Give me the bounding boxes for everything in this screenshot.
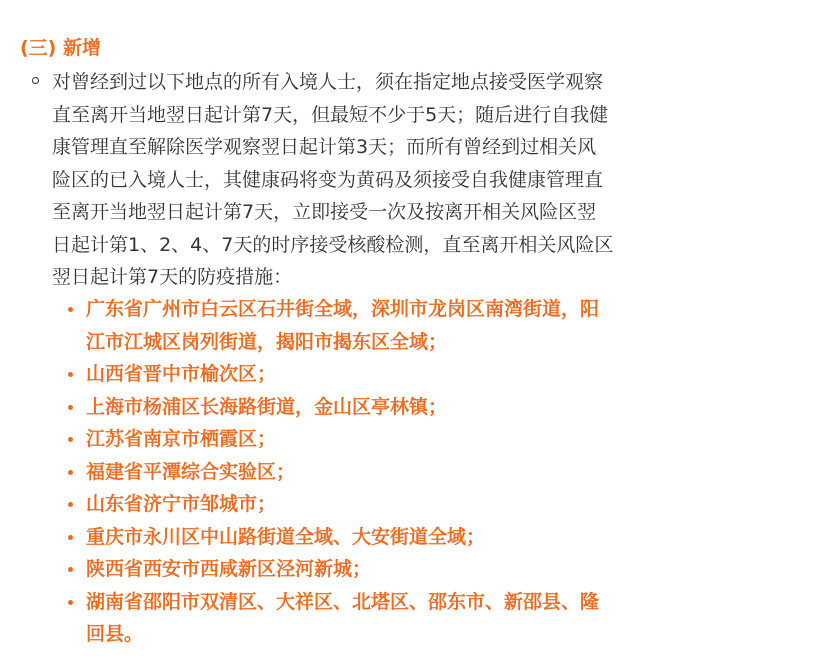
risk-area-item (86, 456, 706, 489)
risk-area-item (86, 358, 706, 391)
risk-area-item (86, 391, 706, 424)
risk-area-list (86, 293, 706, 651)
bullet-dot-icon (68, 437, 73, 442)
bullet-dot-icon (68, 535, 73, 540)
bullet-dot-icon (68, 502, 73, 507)
risk-area-text: 上海市杨浦区长海路街道，金山区亭林镇； (86, 395, 448, 418)
intro-paragraph: 对曾经到过以下地点的所有入境人士，须在指定地点接受医学观察 直至离开当地翌日起计第7天，但最短不少于5天；随后进行自我健 康管理直至解除医学观察翌日起计第3天；而所有曾经到过相关风 险区的已入境人士，其健康码将变为黄码及须接受自我健康管理直 至离开当地翌日起计第7天，立即接受一次及按离开相关风险区翌 日起计第1、2、4、7天的时序接受核酸检测，直至离开相关风险区 翌日起计第7天的防疫措施： (52, 71, 614, 288)
risk-area-text: 湖南省邵阳市双清区、大祥区、北塔区、邵东市、新邵县、隆 回县。 (86, 590, 600, 645)
intro-list-item (52, 66, 692, 294)
risk-area-item (86, 521, 706, 554)
risk-area-item (86, 553, 706, 586)
risk-area-text: 山东省济宁市邹城市； (86, 493, 277, 515)
risk-area-item (86, 488, 706, 521)
risk-area-text: 陕西省西安市西咸新区泾河新城； (86, 558, 372, 580)
section-heading: (三) 新增 (20, 37, 101, 59)
bullet-dot-icon (68, 470, 73, 475)
bullet-dot-icon (68, 307, 73, 312)
risk-area-text: 江苏省南京市栖霞区； (86, 428, 277, 450)
risk-area-text: 重庆市永川区中山路街道全域、大安街道全域； (86, 525, 486, 548)
circle-bullet-icon (32, 77, 39, 84)
bullet-dot-icon (68, 567, 73, 572)
risk-area-text: 福建省平潭综合实验区； (86, 460, 296, 483)
bullet-dot-icon (68, 600, 73, 605)
bullet-dot-icon (68, 405, 73, 410)
bullet-dot-icon (68, 372, 73, 377)
risk-area-text: 广东省广州市白云区石井街全域，深圳市龙岗区南湾街道，阳 江市江城区岗列街道，揭阳市揭东区全域； (86, 298, 600, 353)
risk-area-item (86, 586, 706, 651)
risk-area-item (86, 423, 706, 456)
risk-area-text: 山西省晋中市榆次区； (86, 363, 277, 385)
risk-area-item (86, 293, 706, 358)
